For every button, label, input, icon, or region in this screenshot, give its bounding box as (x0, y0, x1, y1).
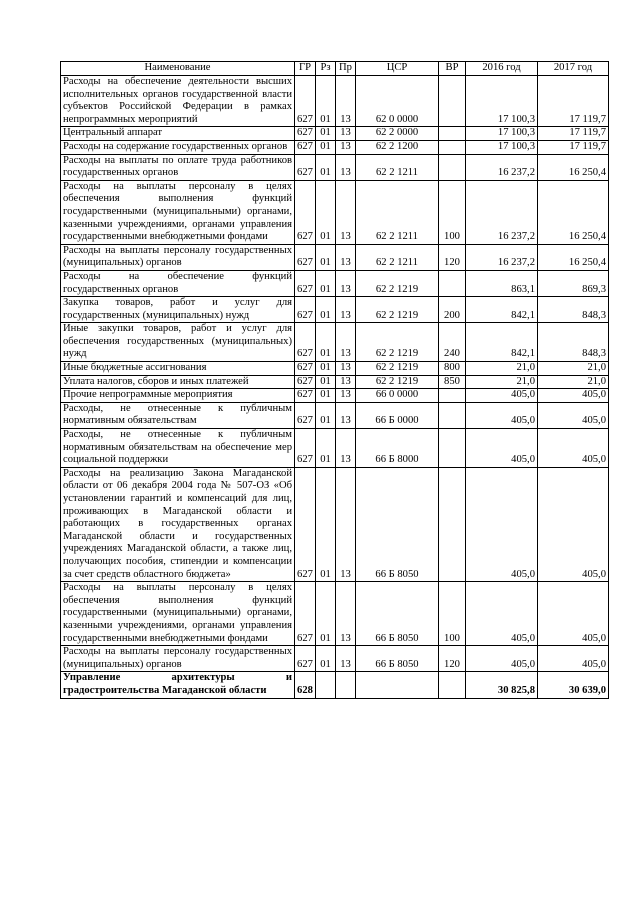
cell-vr (439, 154, 466, 180)
cell-2017: 17 119,7 (538, 127, 609, 141)
cell-rz: 01 (316, 467, 336, 581)
cell-vr: 100 (439, 582, 466, 646)
cell-rz: 01 (316, 323, 336, 362)
cell-pr: 13 (336, 76, 356, 127)
cell-2016: 16 237,2 (466, 154, 538, 180)
table-row (61, 323, 609, 362)
cell-name: Закупка товаров, работ и услуг для государственных (муниципальных) нужд (61, 297, 295, 323)
cell-csr: 62 2 1219 (356, 362, 439, 376)
cell-csr: 62 2 1211 (356, 154, 439, 180)
cell-gr: 627 (295, 429, 316, 468)
cell-gr: 627 (295, 402, 316, 428)
cell-2016: 21,0 (466, 362, 538, 376)
cell-rz: 01 (316, 389, 336, 403)
cell-vr: 240 (439, 323, 466, 362)
cell-csr: 66 0 0000 (356, 389, 439, 403)
cell-name: Расходы на обеспечение функций государственных органов (61, 270, 295, 296)
cell-pr: 13 (336, 646, 356, 672)
table-row (61, 154, 609, 180)
cell-2017: 405,0 (538, 429, 609, 468)
cell-2016: 17 100,3 (466, 140, 538, 154)
cell-2017: 869,3 (538, 270, 609, 296)
cell-vr (439, 127, 466, 141)
cell-2017: 405,0 (538, 646, 609, 672)
cell-pr: 13 (336, 375, 356, 389)
cell-pr: 13 (336, 270, 356, 296)
table-row (61, 297, 609, 323)
cell-gr: 627 (295, 375, 316, 389)
cell-gr: 627 (295, 323, 316, 362)
cell-2017: 405,0 (538, 402, 609, 428)
cell-csr: 62 2 1219 (356, 297, 439, 323)
table-row (61, 429, 609, 468)
cell-pr (336, 672, 356, 698)
cell-csr: 62 2 1200 (356, 140, 439, 154)
cell-vr (439, 270, 466, 296)
cell-2017: 16 250,4 (538, 180, 609, 244)
cell-name: Расходы на выплаты по оплате труда работников государственных органов (61, 154, 295, 180)
cell-rz: 01 (316, 582, 336, 646)
cell-csr: 62 2 1211 (356, 180, 439, 244)
header-vr: ВР (439, 62, 466, 76)
cell-2016: 863,1 (466, 270, 538, 296)
table-row (61, 375, 609, 389)
cell-rz: 01 (316, 127, 336, 141)
cell-rz: 01 (316, 402, 336, 428)
cell-rz: 01 (316, 76, 336, 127)
cell-csr: 62 2 1219 (356, 323, 439, 362)
cell-name: Расходы на выплаты персоналу государственных (муниципальных) органов (61, 646, 295, 672)
cell-rz: 01 (316, 180, 336, 244)
header-2017: 2017 год (538, 62, 609, 76)
cell-csr: 62 2 1219 (356, 375, 439, 389)
cell-vr: 850 (439, 375, 466, 389)
budget-document (60, 61, 608, 699)
cell-gr: 627 (295, 244, 316, 270)
cell-rz (316, 672, 336, 698)
cell-2017: 21,0 (538, 362, 609, 376)
table-header-row (61, 62, 609, 76)
cell-2017: 405,0 (538, 467, 609, 581)
cell-pr: 13 (336, 467, 356, 581)
table-row (61, 127, 609, 141)
cell-pr: 13 (336, 389, 356, 403)
cell-name: Управление архитектуры и градостроительства Магаданской области (61, 672, 295, 698)
cell-2016: 405,0 (466, 582, 538, 646)
cell-2017: 405,0 (538, 582, 609, 646)
cell-pr: 13 (336, 582, 356, 646)
cell-rz: 01 (316, 297, 336, 323)
cell-csr: 62 2 0000 (356, 127, 439, 141)
cell-2016: 842,1 (466, 323, 538, 362)
table-body (61, 76, 609, 699)
cell-pr: 13 (336, 180, 356, 244)
cell-2017: 848,3 (538, 323, 609, 362)
cell-name: Расходы, не отнесенные к публичным нормативным обязательствам (61, 402, 295, 428)
cell-gr: 627 (295, 154, 316, 180)
table-row (61, 467, 609, 581)
cell-2017: 17 119,7 (538, 140, 609, 154)
cell-2016: 842,1 (466, 297, 538, 323)
header-gr: ГР (295, 62, 316, 76)
cell-2017: 21,0 (538, 375, 609, 389)
cell-2016: 405,0 (466, 467, 538, 581)
cell-name: Расходы на обеспечение деятельности высших исполнительных органов государственной власти субъектов Российской Федерации в рамках непрограммных мероприятий (61, 76, 295, 127)
cell-rz: 01 (316, 375, 336, 389)
header-rz: Рз (316, 62, 336, 76)
cell-rz: 01 (316, 362, 336, 376)
table-row (61, 180, 609, 244)
cell-name: Центральный аппарат (61, 127, 295, 141)
cell-pr: 13 (336, 429, 356, 468)
cell-gr: 627 (295, 297, 316, 323)
cell-csr: 66 Б 8050 (356, 582, 439, 646)
cell-2017: 16 250,4 (538, 244, 609, 270)
cell-rz: 01 (316, 646, 336, 672)
cell-csr: 66 Б 0000 (356, 402, 439, 428)
cell-name: Прочие непрограммные мероприятия (61, 389, 295, 403)
table-row (61, 140, 609, 154)
cell-gr: 627 (295, 140, 316, 154)
cell-pr: 13 (336, 140, 356, 154)
cell-pr: 13 (336, 244, 356, 270)
cell-2016: 405,0 (466, 646, 538, 672)
cell-2016: 405,0 (466, 402, 538, 428)
cell-2016: 17 100,3 (466, 127, 538, 141)
cell-vr: 100 (439, 180, 466, 244)
cell-rz: 01 (316, 140, 336, 154)
table-row (61, 362, 609, 376)
cell-pr: 13 (336, 362, 356, 376)
cell-2017: 405,0 (538, 389, 609, 403)
cell-csr: 66 Б 8050 (356, 467, 439, 581)
cell-vr: 120 (439, 646, 466, 672)
cell-gr: 627 (295, 582, 316, 646)
cell-2016: 21,0 (466, 375, 538, 389)
cell-2016: 405,0 (466, 429, 538, 468)
table-row (61, 389, 609, 403)
table-row (61, 270, 609, 296)
cell-2017: 848,3 (538, 297, 609, 323)
header-csr: ЦСР (356, 62, 439, 76)
cell-pr: 13 (336, 127, 356, 141)
cell-pr: 13 (336, 323, 356, 362)
table-row (61, 646, 609, 672)
header-name: Наименование (61, 62, 295, 76)
cell-vr (439, 672, 466, 698)
table-row (61, 582, 609, 646)
cell-2016: 16 237,2 (466, 244, 538, 270)
cell-vr (439, 429, 466, 468)
cell-2016: 30 825,8 (466, 672, 538, 698)
cell-csr (356, 672, 439, 698)
cell-name: Расходы на содержание государственных органов (61, 140, 295, 154)
cell-pr: 13 (336, 154, 356, 180)
cell-gr: 627 (295, 467, 316, 581)
cell-csr: 62 2 1211 (356, 244, 439, 270)
cell-vr (439, 76, 466, 127)
cell-name: Расходы на выплаты персоналу в целях обеспечения выполнения функций государственными (муниципальными) органами, казенными учреждениями, органами управления государственными внебюджетными фондами (61, 582, 295, 646)
cell-2016: 16 237,2 (466, 180, 538, 244)
cell-gr: 628 (295, 672, 316, 698)
budget-table (60, 61, 609, 699)
cell-gr: 627 (295, 127, 316, 141)
table-row (61, 402, 609, 428)
cell-name: Иные закупки товаров, работ и услуг для обеспечения государственных (муниципальных) нужд (61, 323, 295, 362)
table-row (61, 244, 609, 270)
header-pr: Пр (336, 62, 356, 76)
cell-vr (439, 140, 466, 154)
cell-vr: 120 (439, 244, 466, 270)
table-row (61, 76, 609, 127)
cell-gr: 627 (295, 362, 316, 376)
cell-name: Иные бюджетные ассигнования (61, 362, 295, 376)
cell-name: Расходы, не отнесенные к публичным нормативным обязательствам на обеспечение мер социальной поддержки (61, 429, 295, 468)
cell-2016: 17 100,3 (466, 76, 538, 127)
cell-2017: 17 119,7 (538, 76, 609, 127)
cell-vr (439, 402, 466, 428)
cell-csr: 62 2 1219 (356, 270, 439, 296)
cell-vr: 800 (439, 362, 466, 376)
table-row (61, 672, 609, 698)
cell-name: Расходы на выплаты персоналу в целях обеспечения выполнения функций государственными (муниципальными) органами, казенными учреждениями, органами управления государственными внебюджетными фондами (61, 180, 295, 244)
cell-rz: 01 (316, 429, 336, 468)
cell-csr: 66 Б 8000 (356, 429, 439, 468)
cell-vr (439, 467, 466, 581)
cell-rz: 01 (316, 244, 336, 270)
cell-pr: 13 (336, 402, 356, 428)
cell-name: Расходы на реализацию Закона Магаданской области от 06 декабря 2004 года № 507-ОЗ «Об установлении гарантий и компенсаций для лиц, проживающих в Магаданской области и работающих в государственных органах Магаданской области и государственных учреждениях Магаданской области, а также лиц, получающих пособия, стипендии и компенсации за счет средств областного бюджета» (61, 467, 295, 581)
cell-2017: 30 639,0 (538, 672, 609, 698)
cell-csr: 62 0 0000 (356, 76, 439, 127)
cell-rz: 01 (316, 154, 336, 180)
cell-csr: 66 Б 8050 (356, 646, 439, 672)
cell-name: Расходы на выплаты персоналу государственных (муниципальных) органов (61, 244, 295, 270)
cell-gr: 627 (295, 76, 316, 127)
cell-gr: 627 (295, 646, 316, 672)
cell-2017: 16 250,4 (538, 154, 609, 180)
cell-gr: 627 (295, 180, 316, 244)
cell-vr: 200 (439, 297, 466, 323)
cell-pr: 13 (336, 297, 356, 323)
cell-gr: 627 (295, 389, 316, 403)
cell-rz: 01 (316, 270, 336, 296)
header-2016: 2016 год (466, 62, 538, 76)
cell-gr: 627 (295, 270, 316, 296)
cell-vr (439, 389, 466, 403)
cell-2016: 405,0 (466, 389, 538, 403)
cell-name: Уплата налогов, сборов и иных платежей (61, 375, 295, 389)
